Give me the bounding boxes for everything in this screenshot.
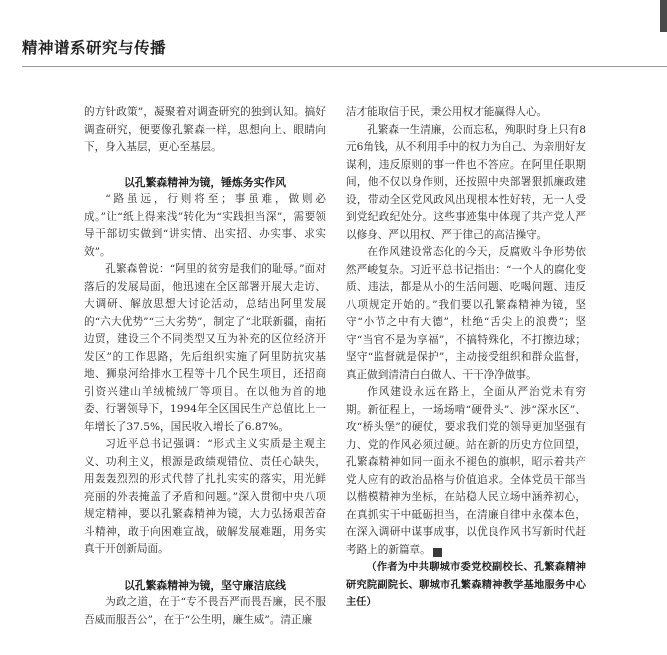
continued-paragraph: 洁才能取信于民，秉公用权才能赢得人心。	[346, 106, 548, 118]
body-paragraph: 为政之道，在于“专不畏吾严而畏吾廉，民不服吾威而服吾公”，在于“公生明，廉生威”。清正廉	[84, 596, 326, 626]
end-of-article-icon: K	[433, 548, 442, 557]
body-paragraph: 习近平总书记强调：“形式主义实质是主观主义、功利主义，根源是政绩观错位、责任心缺失，用轰轰烈烈的形式代替了扎扎实实的落实，用光鲜亮丽的外表掩盖了矛盾和问题。”深入贯彻中央八项规定精神，要以孔繁森精神为镜，大力弘扬艰苦奋斗精神，敢于向困难宣战，破解发展难题，用务实真干开创新局面。	[84, 438, 326, 555]
body-paragraph: “路虽远，行则将至；事虽难，做则必成。”让“纸上得来浅”转化为“实践担当深”，需要领导干部切实做到“讲实情、出实招、办实事、求实效”。	[84, 193, 326, 258]
section-heading-integrity: 以孔繁森精神为镜，坚守廉洁底线	[124, 578, 286, 592]
section-heading-practical-style: 以孔繁森精神为镜，锤炼务实作风	[124, 175, 286, 189]
body-paragraph: 孔繁森曾说：“阿里的贫穷是我们的耻辱。”面对落后的发展局面，他迅速在全区部署开展大走访、大调研、解放思想大讨论活动，总结出阿里发展的“六大优势”“三大劣势”，制定了“北联新疆，南拓边贸，建设三个不同类型又互为补充的区位经济开发区”的工作思路，先后组织实施了阿里防抗灾基地、狮泉河给排水工程等十几个民生项目，还招商引资兴建山羊绒梳绒厂等项目。在以他为首的地委、行署领导下，1994年全区国民生产总值比上一年增长了37.5%，国民收入增长了6.87%。	[84, 263, 326, 433]
page-edge-marker	[660, 0, 667, 32]
right-column	[346, 104, 586, 612]
header-divider	[22, 66, 667, 67]
body-paragraph: 孔繁森一生清廉，公而忘私，殉职时身上只有8元6角钱，从不利用手中的权力为自己、为亲朋好友谋利，违反原则的事一件也不答应。在阿里任职期间，他不仅以身作则，还按照中央部署狠抓廉政建设，带动全区党风政风出现根本性好转，无一人受到党纪政纪处分。这些事迹集中体现了共产党人严以修身、严以用权、严于律己的高洁操守。	[346, 123, 586, 241]
closing-text: 作风建设永远在路上，全面从严治党未有穷期。新征程上，一场场啃“硬骨头”、涉“深水区”、攻“桥头堡”的硬仗，要求我们党的领导更加坚强有力、党的作风必须过硬。站在新的历史方位回望，孔繁森精神如同一面永不褪色的旗帜，昭示着共产党人应有的政治品格与价值追求。全体党员干部当以楷模精神为坐标，在站稳人民立场中涵养初心，在真抓实干中砥砺担当，在清廉自律中永葆本色，在深入调研中谋事成事，以优良作风书写新时代赶考路上的新篇章。	[346, 386, 586, 556]
left-column	[84, 104, 326, 629]
body-paragraph: 在作风建设常态化的今天，反腐败斗争形势依然严峻复杂。习近平总书记指出：“一个人的腐化变质、违法，都是从小的生活问题、吃喝问题、违反八项规定开始的。”我们要以孔繁森精神为镜，坚守“小节之中有大德”，杜绝“舌尖上的浪费”；坚守“当官不是为享福”，不搞特殊化，不打擦边球；坚守“监督就是保护”，主动接受组织和群众监督，真正做到清清白白做人、干干净净做事。	[346, 246, 586, 381]
intro-paragraph: 的方针政策”，凝聚着对调查研究的独到认知。搞好调查研究，便要像孔繁森一样，思想向上、眼睛向下，身入基层，更心至基层。	[84, 106, 326, 153]
section-title: 精神谱系研究与传播	[22, 39, 167, 57]
page-header	[0, 0, 667, 76]
closing-paragraph	[346, 384, 586, 559]
author-note: （作者为中共聊城市委党校副校长、孔繁森精神研究院副院长、聊城市孔繁森精神教学基地服务中心主任）	[346, 562, 586, 608]
